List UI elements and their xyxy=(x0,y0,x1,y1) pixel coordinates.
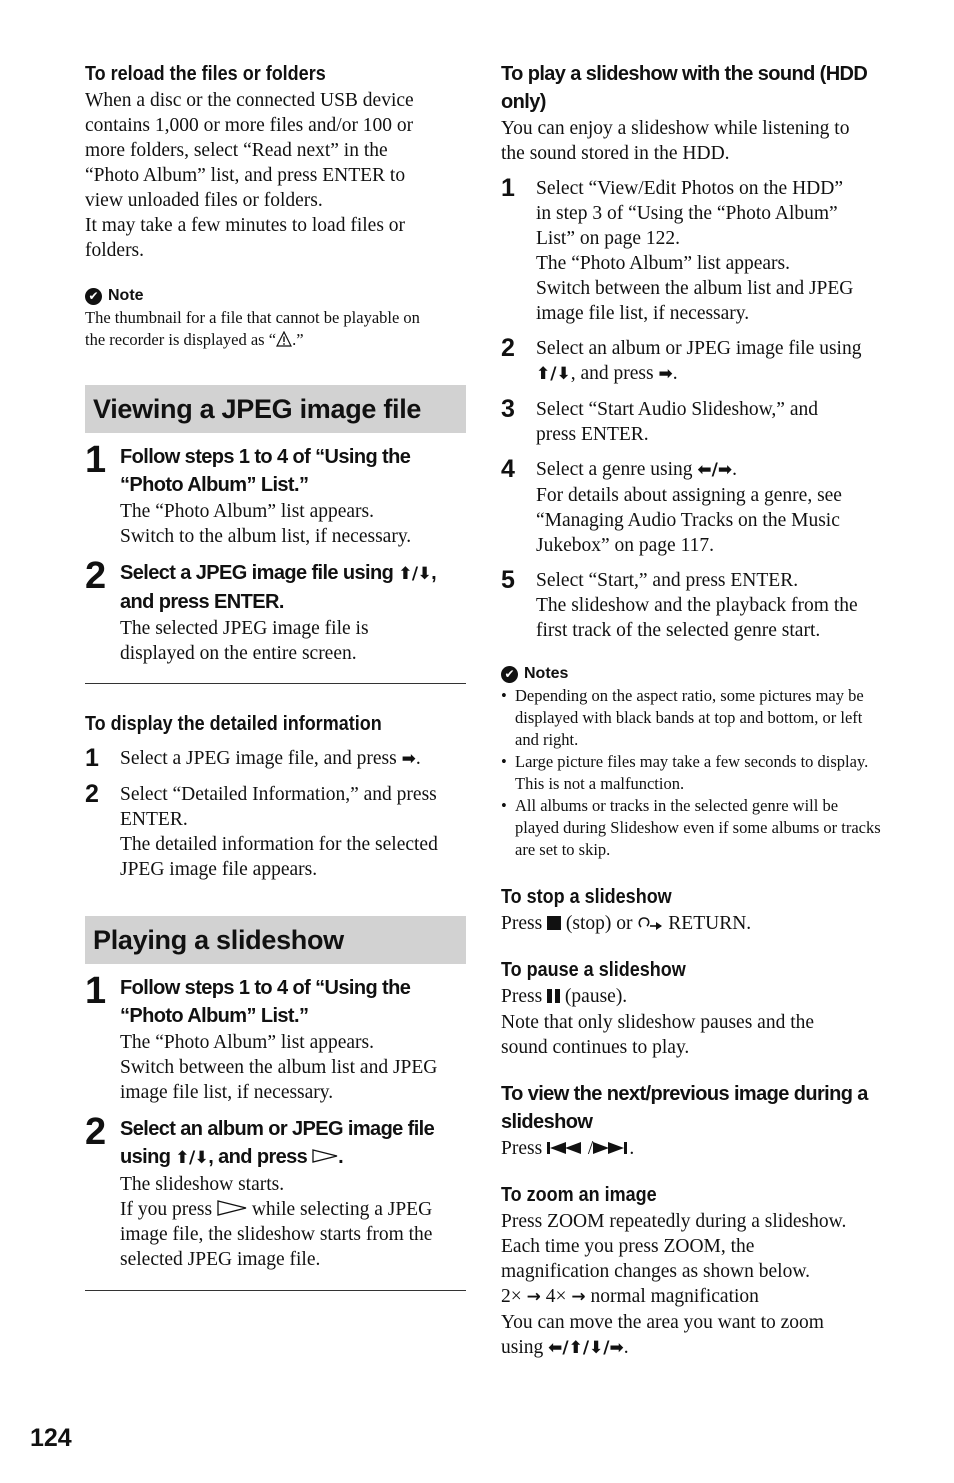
sound-heading: To play a slideshow with the sound (HDD only) xyxy=(501,63,868,113)
stop-text: Press (stop) or RETURN. xyxy=(501,913,752,934)
left-column xyxy=(85,60,466,1291)
sound-step-4: 4 Select a genre using ⬅/➡. For details about assigning a genre, see “Managing Audio Tracks on the Music Jukebox” on page 117. xyxy=(501,455,842,556)
up-down-arrow-icon: ⬆/⬇ xyxy=(175,1148,209,1168)
list-item: • Large picture files may take a few seconds to display. This is not a malfunction. xyxy=(501,752,869,793)
slideshow-step-2: 2 Select an album or JPEG image file using ⬆/⬇, and press . The slideshow starts. If you press while selecting a JPEG image file, the slideshow starts from the selected JPEG image file. xyxy=(85,1115,466,1272)
pause-text: Press (pause). Note that only slideshow pauses and the sound continues to play. xyxy=(501,986,815,1058)
nextprev-heading: To view the next/previous image during a slideshow xyxy=(501,1083,868,1133)
viewing-step-1: 1 Follow steps 1 to 4 of “Using the “Photo Album” List.” The “Photo Album” list appears. Switch to the album list, if necessary. xyxy=(85,443,466,549)
up-down-arrow-icon: ⬆/⬇ xyxy=(398,564,432,584)
sound-step-3: 3 Select “Start Audio Slideshow,” and press ENTER. xyxy=(501,395,818,445)
play-icon xyxy=(217,1200,247,1216)
stop-heading: To stop a slideshow xyxy=(501,886,672,908)
note-icon: ✔ xyxy=(85,288,102,305)
slideshow-step-1-head: Follow steps 1 to 4 of “Using the “Photo Album” List.” xyxy=(120,977,411,1027)
pause-heading: To pause a slideshow xyxy=(501,959,686,981)
divider xyxy=(85,1290,466,1291)
viewing-step-2-head: Select a JPEG image file using ⬆/⬇, and press ENTER. xyxy=(120,562,437,613)
sound-intro: You can enjoy a slideshow while listening to the sound stored in the HDD. xyxy=(501,118,850,164)
reload-body: When a disc or the connected USB device contains 1,000 or more files and/or 100 or more folders, select “Read next” in the “Photo Album” list, and press ENTER to view unloaded files or folders. It may take a few minutes to load files or folders. xyxy=(85,90,414,261)
right-arrow-icon: ➡ xyxy=(401,749,416,769)
sound-step-5: 5 Select “Start,” and press ENTER. The slideshow and the playback from the first track of the selected genre start. xyxy=(501,566,858,641)
slideshow-section-bar xyxy=(85,916,466,964)
page-number: 124 xyxy=(30,1424,72,1452)
note-text: The thumbnail for a file that cannot be playable on the recorder is displayed as “ .” xyxy=(85,308,420,349)
list-item: • All albums or tracks in the selected genre will be played during Slideshow even if some albums or tracks are set to skip. xyxy=(501,796,881,859)
sound-step-2: 2 Select an album or JPEG image file using ⬆/⬇, and press ➡. xyxy=(501,334,862,384)
zoom-heading: To zoom an image xyxy=(501,1184,657,1206)
note-icon: ✔ xyxy=(501,666,518,683)
four-way-arrow-icon: ⬅/⬆/⬇/➡ xyxy=(548,1338,624,1358)
viewing-section-bar xyxy=(85,385,466,433)
list-item: • Depending on the aspect ratio, some pictures may be displayed with black bands at top and bottom, or left and right. xyxy=(501,686,864,749)
viewing-step-1-head: Follow steps 1 to 4 of “Using the “Photo Album” List.” xyxy=(120,446,411,496)
zoom-text: Press ZOOM repeatedly during a slideshow. Each time you press ZOOM, the magnification changes as shown below. 2× → 4× → normal magnification You can move the area you want to zoom using ⬅/⬆/⬇/➡. xyxy=(501,1211,847,1358)
detailed-heading: To display the detailed information xyxy=(85,713,382,735)
next-icon xyxy=(593,1141,629,1155)
nextprev-text: Press / . xyxy=(501,1138,635,1159)
play-icon xyxy=(312,1149,338,1163)
left-right-arrow-icon: ⬅/➡ xyxy=(697,460,733,480)
detailed-step-1: 1 Select a JPEG image file, and press ➡. xyxy=(85,744,421,772)
previous-icon xyxy=(547,1141,583,1155)
slideshow-step-2-head: Select an album or JPEG image file using ⬆/⬇, and press . xyxy=(120,1118,435,1168)
warning-icon xyxy=(276,331,292,347)
sound-step-1: 1 Select “View/Edit Photos on the HDD” in step 3 of “Using the “Photo Album” List” on page 122. The “Photo Album” list appears. Switch between the album list and JPEG image file list, if necessary. xyxy=(501,174,854,324)
detailed-step-2: 2 Select “Detailed Information,” and press ENTER. The detailed information for the selected JPEG image file appears. xyxy=(85,780,438,880)
reload-heading: To reload the files or folders xyxy=(85,63,326,85)
viewing-step-2: 2 Select a JPEG image file using ⬆/⬇, and press ENTER. The selected JPEG image file is displayed on the entire screen. xyxy=(85,559,466,666)
return-icon xyxy=(637,915,663,931)
up-down-arrow-icon: ⬆/⬇ xyxy=(536,364,571,384)
right-arrow-icon: ➡ xyxy=(658,364,673,384)
notes-list xyxy=(501,685,881,861)
slideshow-step-1: 1 Follow steps 1 to 4 of “Using the “Photo Album” List.” The “Photo Album” list appears. Switch between the album list and JPEG image file list, if necessary. xyxy=(85,974,466,1105)
note-label: ✔ Note xyxy=(85,285,466,307)
thin-right-arrow-icon: → xyxy=(571,1287,586,1307)
thin-right-arrow-icon: → xyxy=(526,1287,541,1307)
slideshow-title: Playing a slideshow xyxy=(93,924,344,955)
right-column xyxy=(501,60,881,1361)
viewing-title: Viewing a JPEG image file xyxy=(93,393,422,424)
pause-icon xyxy=(547,985,560,1010)
notes-label: ✔ Notes xyxy=(501,663,881,685)
stop-icon xyxy=(547,916,561,930)
